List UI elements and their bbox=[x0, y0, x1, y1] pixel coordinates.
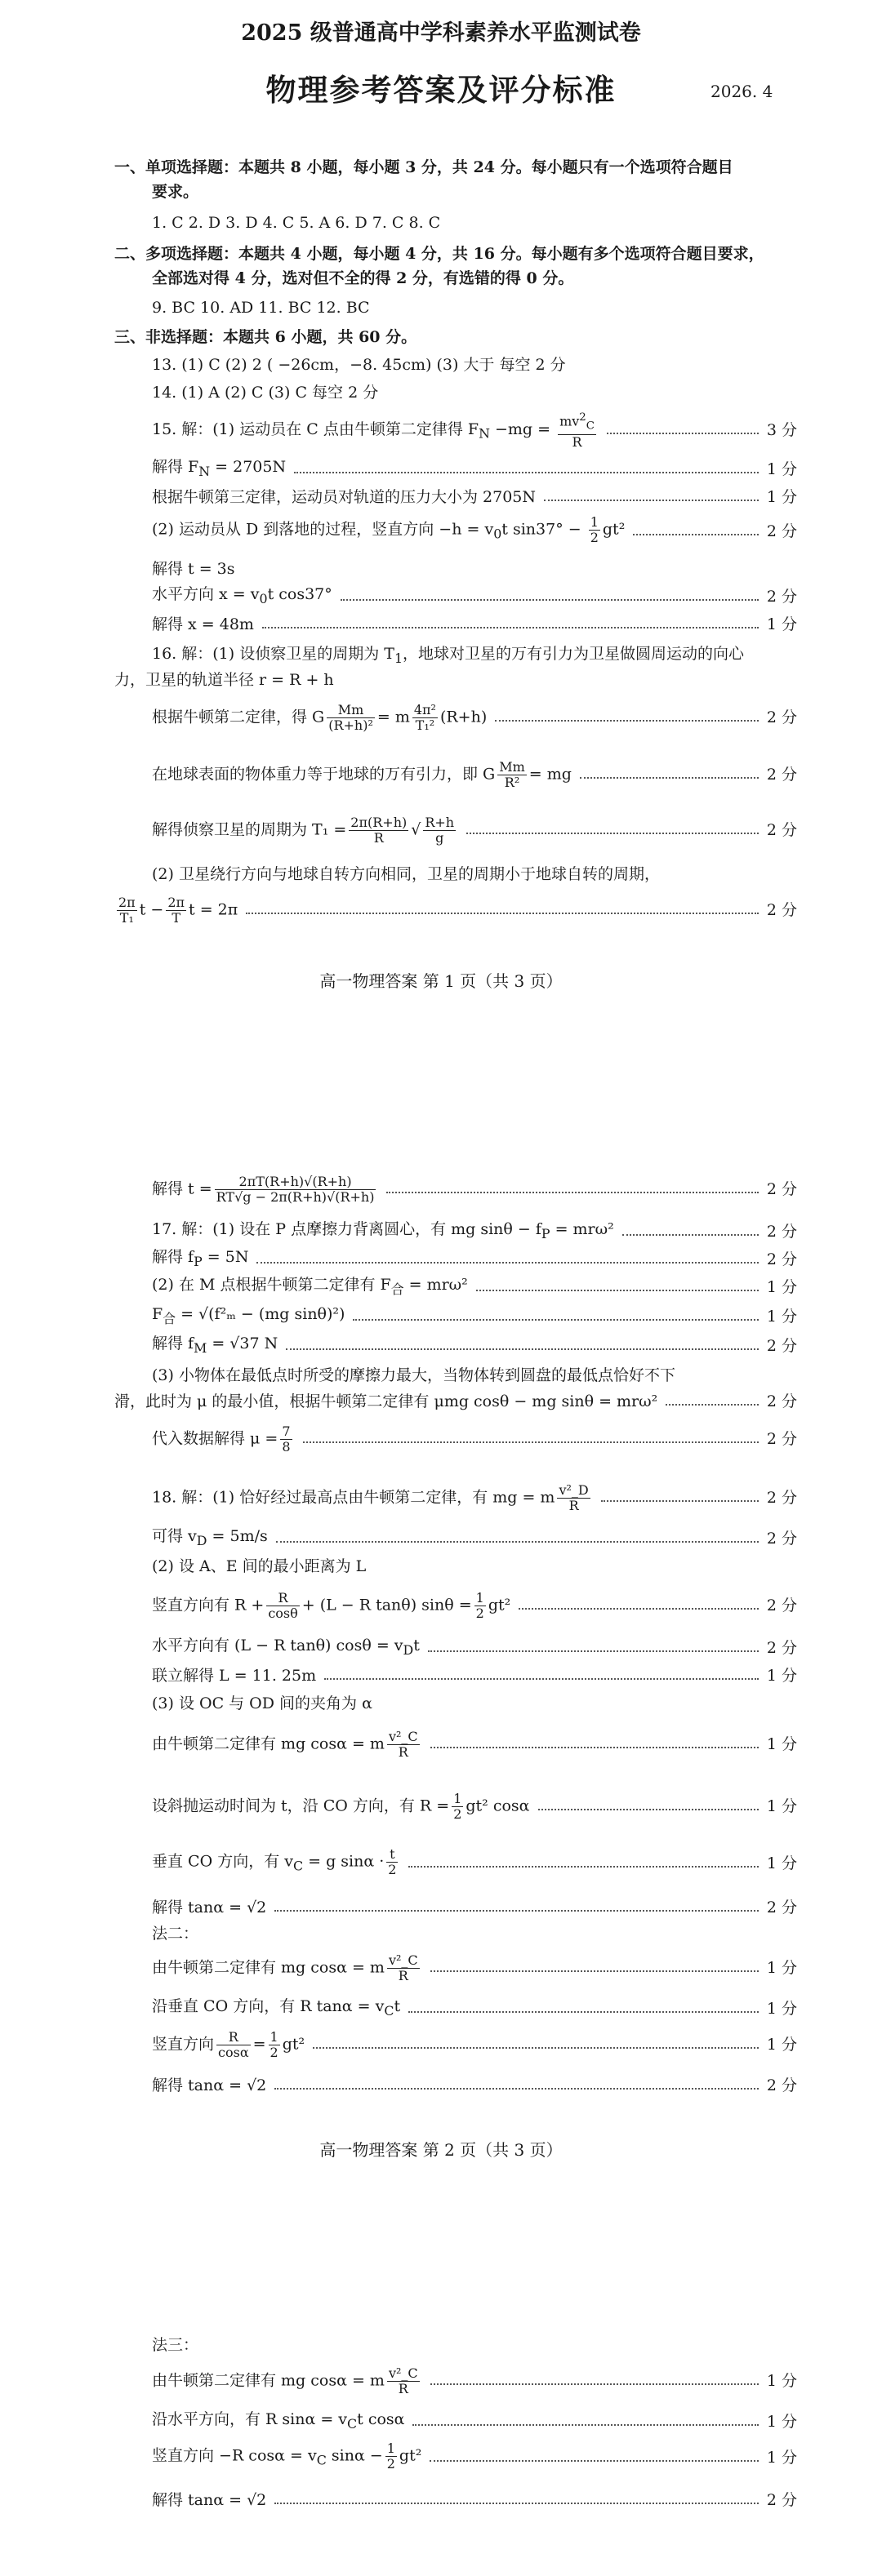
method2-title: 法二： bbox=[152, 1925, 199, 1943]
score: 2 分 bbox=[766, 1430, 797, 1448]
q18-line8: 由牛顿第二定律有 mg cosα = m $\frac{\text{v²\_C}}{R}$ 1 分 bbox=[152, 1728, 797, 1760]
q17-line2: 解得 $f_P = 5N$ 2 分 bbox=[152, 1246, 797, 1273]
score: 1 分 bbox=[766, 2372, 797, 2390]
score: 1 分 bbox=[766, 2000, 797, 2018]
method3-line1: 由牛顿第二定律有 mg cosα = m $\frac{\text{v²\_C}}{R}$ 1 分 bbox=[152, 2365, 797, 2396]
score: 3 分 bbox=[766, 421, 797, 439]
score: 2 分 bbox=[766, 522, 797, 540]
q15-line7: 解得 x = 48m 1 分 bbox=[152, 611, 797, 638]
q15-line4: (2) 运动员从 D 到落地的过程，竖直方向 $-h = v_0t$ sin37° − $\frac{1}{2}$ gt² 2 分 bbox=[152, 513, 797, 545]
q16-line3: 根据牛顿第二定律，得 G $\frac{Mm}{\text{(R+h)²}}$ = m $\frac{\text{4π²}}{\text{T₁²}}$ (R+h) 2 分 bbox=[152, 701, 797, 733]
page-footer-1: 高一物理答案 第 1 页（共 3 页） bbox=[319, 971, 563, 991]
score: 2 分 bbox=[766, 901, 797, 919]
answer-page-3 bbox=[0, 2220, 882, 2576]
q18-line4: 竖直方向有 R + $\frac{R}{\cos\theta}$ + (L − R tanθ) sinθ = $\frac{1}{2}$ gt² 2 分 bbox=[152, 1589, 797, 1621]
answer-page-1 bbox=[0, 0, 882, 1061]
q18-line10: 垂直 CO 方向，有 $v_C = g$ sinα · $\frac{t}{2}$ 1 分 bbox=[152, 1845, 797, 1877]
exam-date: 2026. 4 bbox=[710, 82, 773, 101]
answer-page-2 bbox=[0, 1061, 882, 2220]
score: 2 分 bbox=[766, 2491, 797, 2509]
q17-line6: (3) 小物体在最低点时所受的摩擦力最大，当物体转到圆盘的最低点恰好不下 bbox=[152, 1366, 675, 1384]
q16-line6: (2) 卫星绕行方向与地球自转方向相同，卫星的周期小于地球自转的周期， bbox=[152, 865, 660, 883]
q18-line6: 联立解得 L = 11. 25m 1 分 bbox=[152, 1662, 797, 1690]
method2-line1: 由牛顿第二定律有 mg cosα = m $\frac{\text{v²\_C}}{R}$ 1 分 bbox=[152, 1952, 797, 1983]
page-footer-2: 高一物理答案 第 2 页（共 3 页） bbox=[319, 2140, 563, 2160]
score: 1 分 bbox=[766, 1797, 797, 1815]
q17-line5: 解得 $f_M = √37$ N 2 分 bbox=[152, 1332, 797, 1360]
q18-line9: 设斜抛运动时间为 t，沿 CO 方向，有 R = $\frac{1}{2}$ gt² cosα 1 分 bbox=[152, 1790, 797, 1822]
part1-heading: 一、单项选择题：本题共 8 小题，每小题 3 分，共 24 分。每小题只有一个选项符合题目 bbox=[114, 158, 733, 176]
score: 2 分 bbox=[766, 1337, 797, 1355]
q15-line2: 解得 $F_N = 2705N$ 1 分 bbox=[152, 455, 797, 483]
part2-heading: 二、多项选择题：本题共 4 小题，每小题 4 分，共 16 分。每小题有多个选项符合题目要求， bbox=[114, 245, 764, 263]
q18-line1: 18. 解：(1) 恰好经过最高点由牛顿第二定律，有 mg = m $\frac{\text{v²\_D}}{R}$ 2 分 bbox=[152, 1481, 797, 1513]
part2-answers: 9. BC 10. AD 11. BC 12. BC bbox=[152, 299, 370, 317]
q16-line1: 16. 解：(1) 设侦察卫星的周期为 $T_1$，地球对卫星的万有引力为卫星做圆周运动的向心 bbox=[152, 645, 745, 666]
part1-answers: 1. C 2. D 3. D 4. C 5. A 6. D 7. C 8. C bbox=[152, 214, 441, 232]
q16-line4: 在地球表面的物体重力等于地球的万有引力，即 G $\frac{Mm}{\text{R²}}$ = mg 2 分 bbox=[152, 758, 797, 790]
score: 1 分 bbox=[766, 2449, 797, 2467]
q17-line1: 17. 解：(1) 设在 P 点摩擦力背离圆心，有 mg $\sin\theta - f_P = mr\omega^2$ 2 分 bbox=[152, 1218, 797, 1246]
q17-line7: 滑，此时为 μ 的最小值，根据牛顿第二定律有 μmg cosθ − mg sinθ = mrω² 2 分 bbox=[114, 1388, 797, 1415]
q16-line2: 力，卫星的轨道半径 r = R + h bbox=[114, 671, 334, 689]
score: 2 分 bbox=[766, 2076, 797, 2094]
score: 1 分 bbox=[766, 1667, 797, 1685]
score: 2 分 bbox=[766, 766, 797, 784]
q14-answer: 14. (1) A (2) C (3) C 每空 2 分 bbox=[152, 384, 379, 402]
score: 1 分 bbox=[766, 1308, 797, 1326]
q15-line5: 解得 t = 3s bbox=[152, 560, 235, 578]
score: 2 分 bbox=[766, 1223, 797, 1241]
part2-heading-cont: 全部选对得 4 分，选对但不全的得 2 分，有选错的得 0 分。 bbox=[152, 269, 574, 287]
score: 2 分 bbox=[766, 1530, 797, 1548]
score: 1 分 bbox=[766, 460, 797, 478]
score: 1 分 bbox=[766, 2036, 797, 2054]
score: 2 分 bbox=[766, 1250, 797, 1268]
score: 2 分 bbox=[766, 1489, 797, 1507]
q17-line3: (2) 在 M 点根据牛顿第二定律有 $F_合 = mr\omega^2$ 1 分 bbox=[152, 1273, 797, 1301]
method2-line2: 沿垂直 CO 方向，有 R $\tan\alpha = v_Ct$ 1 分 bbox=[152, 1995, 797, 2023]
q16-line7: $\frac{2\pi}{\text{T₁}}$ t − $\frac{2\pi}{T}$ t = 2π 2 分 bbox=[118, 894, 797, 926]
q15-line6: 水平方向 $x = v_0t$ cos37° 2 分 bbox=[152, 583, 797, 611]
method2-line3: 竖直方向 $\frac{R}{\cos\alpha}$ = $\frac{1}{2}$ gt² 1 分 bbox=[152, 2028, 797, 2060]
q16-result-line: 解得 t = $\frac{2\pi T(R+h)√(R+h)}{RT√g - 2\pi(R+h)√(R+h)}$ 2 分 bbox=[152, 1173, 797, 1205]
score: 1 分 bbox=[766, 1735, 797, 1753]
method3-line2: 沿水平方向，有 R $\sin\alpha = v_Ct$ cosα 1 分 bbox=[152, 2408, 797, 2436]
score: 1 分 bbox=[766, 1278, 797, 1296]
score: 2 分 bbox=[766, 821, 797, 839]
score: 2 分 bbox=[766, 708, 797, 726]
method2-line4: 解得 tanα = √2 2 分 bbox=[152, 2072, 797, 2099]
q18-line3: (2) 设 A、E 间的最小距离为 L bbox=[152, 1557, 367, 1575]
exam-title: 2025 级普通高中学科素养水平监测试卷 bbox=[241, 20, 641, 46]
q18-line7: (3) 设 OC 与 OD 间的夹角为 α bbox=[152, 1694, 372, 1712]
part3-heading: 三、非选择题：本题共 6 小题，共 60 分。 bbox=[114, 328, 417, 346]
q18-line5: 水平方向有 (L − R tanθ) $\cos\theta = v_Dt$ 2 分 bbox=[152, 1634, 797, 1662]
method3-line3: 竖直方向 −R $\cos\alpha = v_C$ sinα − $\frac{1}{2}$ gt² 1 分 bbox=[152, 2440, 797, 2472]
q13-answer: 13. (1) C (2) 2 ( −26cm，−8. 45cm) (3) 大于 每空 2 分 bbox=[152, 356, 566, 374]
q17-line4: $F_合 = √(f^2_m - (mg$ sinθ)²) 1 分 bbox=[152, 1303, 797, 1330]
score: 2 分 bbox=[766, 1899, 797, 1916]
score: 2 分 bbox=[766, 1180, 797, 1198]
method3-title: 法三： bbox=[152, 2336, 199, 2354]
q18-line2: 可得 $v_D = 5m/s$ 2 分 bbox=[152, 1525, 797, 1552]
q17-line8: 代入数据解得 μ = $\frac{7}{8}$ 2 分 bbox=[152, 1423, 797, 1455]
score: 1 分 bbox=[766, 615, 797, 633]
score: 1 分 bbox=[766, 1854, 797, 1872]
score: 2 分 bbox=[766, 1639, 797, 1657]
score: 1 分 bbox=[766, 1959, 797, 1977]
score: 2 分 bbox=[766, 588, 797, 606]
q16-line5: 解得侦察卫星的周期为 T₁ = $\frac{2\pi(R+h)}{R}$ √ $\frac{R+h}{g}$ 2 分 bbox=[152, 814, 797, 846]
method3-line4: 解得 tanα = √2 2 分 bbox=[152, 2486, 797, 2514]
score: 2 分 bbox=[766, 1392, 797, 1410]
score: 1 分 bbox=[766, 488, 797, 506]
document-title: 物理参考答案及评分标准 bbox=[265, 72, 617, 108]
part1-heading-cont: 要求。 bbox=[152, 183, 199, 201]
q18-line11: 解得 tanα = √2 2 分 bbox=[152, 1894, 797, 1921]
fraction: $\frac{mv^2_C}{R}$ bbox=[559, 411, 595, 450]
q15-line3: 根据牛顿第三定律，运动员对轨道的压力大小为 2705N 1 分 bbox=[152, 483, 797, 511]
score: 2 分 bbox=[766, 1597, 797, 1614]
q15-line1: 15. 解：(1) 运动员在 C 点由牛顿第二定律得 $F_N -mg$ = $\frac{mv^2_C}{R}$ 3 分 bbox=[152, 411, 797, 450]
score: 1 分 bbox=[766, 2413, 797, 2431]
